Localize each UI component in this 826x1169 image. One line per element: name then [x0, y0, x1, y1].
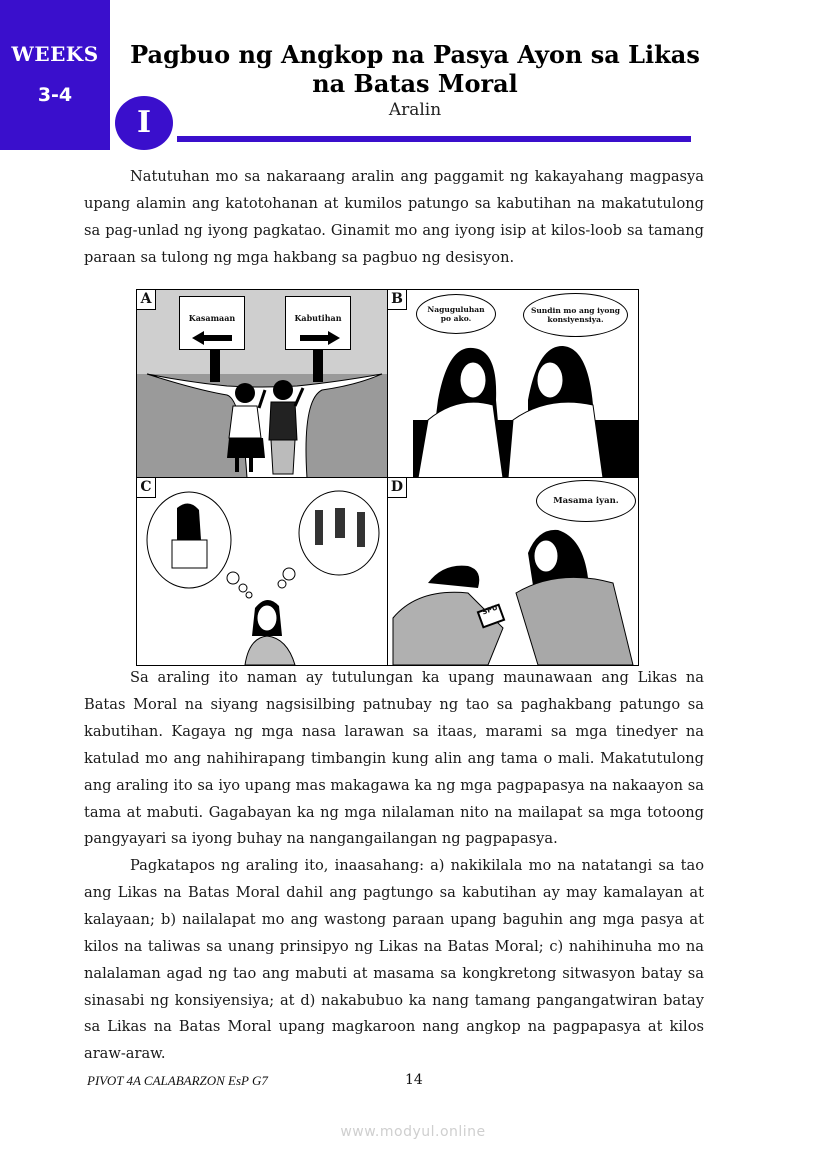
- lesson-subtitle: Aralin: [388, 100, 442, 120]
- sign-kabutihan: [285, 296, 351, 350]
- panel-label: B: [388, 290, 407, 310]
- arrow-left-icon: [192, 331, 232, 345]
- panel-label: D: [388, 478, 407, 498]
- panel-d: [388, 478, 638, 665]
- intro-paragraph: [84, 164, 704, 272]
- arrow-right-icon: [300, 331, 340, 345]
- panel-label: A: [137, 290, 156, 310]
- panel-label: C: [137, 478, 156, 498]
- weeks-range: 3-4: [37, 84, 73, 106]
- lesson-text: Sa araling ito naman ay tutulungan ka upang maunawaan ang Likas na Batas Moral na siyang nagsisilbing patnubay ng tao sa paghakbang patungo sa kabutihan. Kagaya ng mga nasa larawan sa itaas, marami sa mga tinedyer na katulad mo ang nahihirapang timbangin kung alin ang tama o mali. Makatutulong ang araling ito sa iyo upang mas makagawa ka ng mga pagpapasya na nakaayon sa tama at mabuti. Gagabayan ka ng mga nilalaman nito na mailapat sa mga totoong pangyayari sa iyong buhay na nangangailangan ng pagpapasya.: [84, 669, 704, 848]
- speech-bubble: Masama iyan.: [536, 480, 636, 522]
- lesson-paragraph: [84, 665, 704, 853]
- panel-b: [388, 290, 638, 478]
- page-number: 14: [405, 1072, 423, 1088]
- speech-bubble: Sundin mo ang iyong konsiyensiya.: [523, 293, 628, 337]
- section-badge: I: [115, 96, 173, 150]
- watermark: www.modyul.online: [340, 1124, 486, 1140]
- sign-text: Kasamaan: [188, 313, 236, 323]
- phone-screen-text: SPU: [481, 603, 499, 617]
- footer-course-label: PIVOT 4A CALABARZON EsP G7: [87, 1073, 268, 1088]
- weeks-label: WEEKS: [11, 42, 99, 66]
- panel-a: [137, 290, 388, 478]
- title-underline: [177, 136, 691, 142]
- lesson-title: Pagbuo ng Angkop na Pasya Ayon sa Likas na Batas Moral: [130, 40, 700, 98]
- objectives-text: Pagkatapos ng araling ito, inaasahang: a) nakikilala mo na natatangi sa tao ang Likas na Batas Moral dahil ang pagtungo sa kabutihan ay may kamalayan at kalayaan; b) nailalapat mo ang wastong paraan upang baguhin ang mga pasya at kilos na taliwas sa unang prinsipyo ng Likas na Batas Moral; c) nahihinuha mo na nalalaman agad ng tao ang mabuti at masama sa kongkretong sitwasyon batay sa sinasabi ng konsiyensiya; at d) nakabubuo ka nang tamang pangangatwiran batay sa Likas na Batas Moral upang magkaroon nang angkop na pagpapasya at kilos araw-araw.: [84, 857, 704, 1063]
- weeks-banner: [0, 0, 110, 150]
- speech-bubble: Naguguluhan po ako.: [416, 294, 496, 334]
- illustration-figure: [136, 289, 639, 666]
- panel-c: [137, 478, 388, 665]
- thinking-girl-illustration: [137, 478, 388, 665]
- sign-text: Kabutihan: [294, 313, 342, 323]
- sign-kasamaan: [179, 296, 245, 350]
- intro-text: Natutuhan mo sa nakaraang aralin ang paggamit ng kakayahang magpasya upang alamin ang katotohanan at kumilos patungo sa kabutihan na makatutulong sa pag-unlad ng iyong pagkatao. Ginamit mo ang iyong isip at kilos-loob sa tamang paraan sa tulong ng mga hakbang sa pagbuo ng desisyon.: [84, 168, 704, 266]
- objectives-paragraph: [84, 853, 704, 1068]
